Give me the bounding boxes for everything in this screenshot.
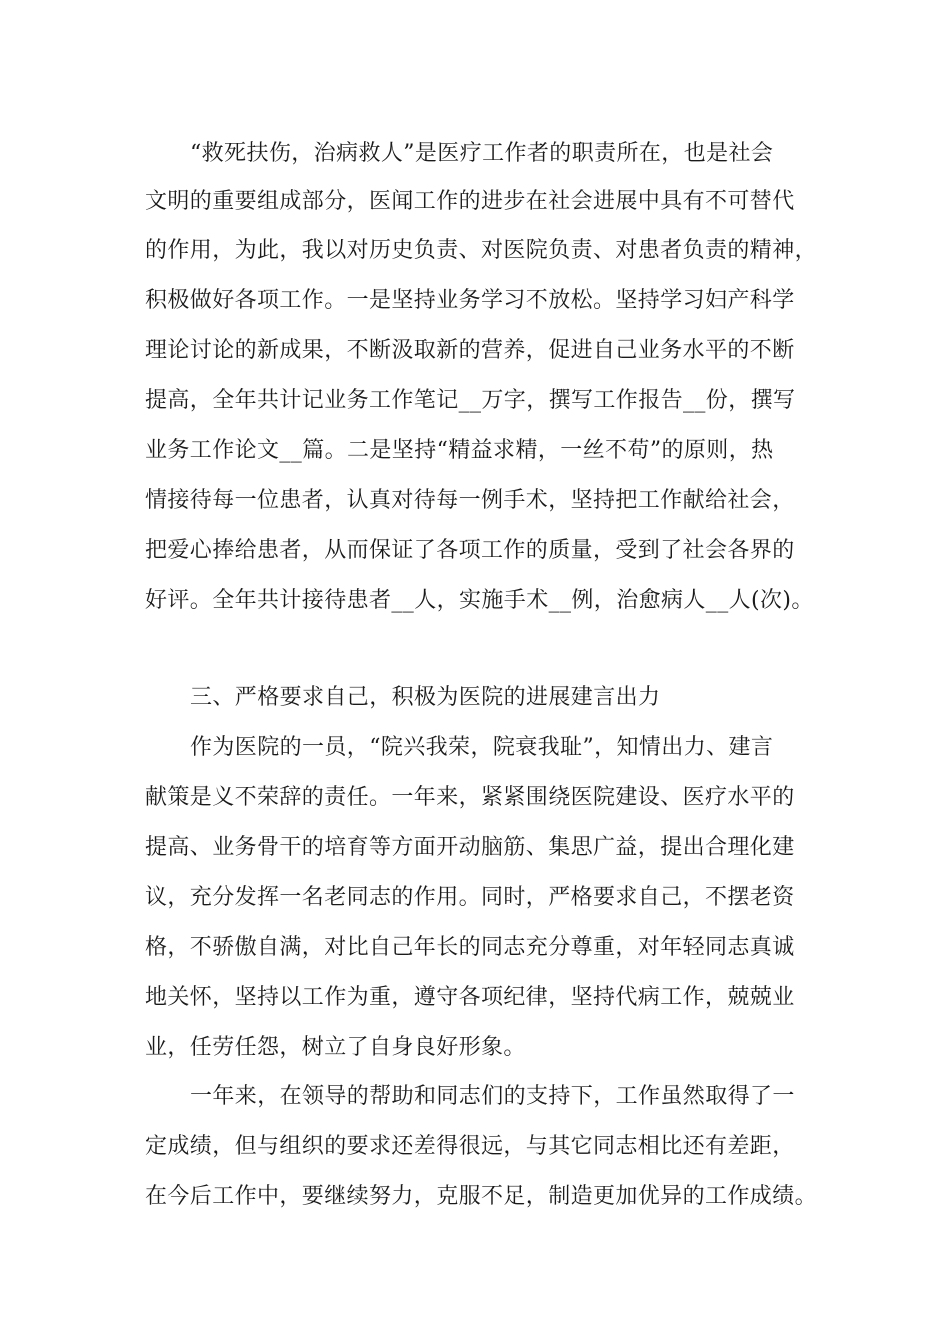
paragraph-1-line-9: 把爱心捧给患者，从而保证了各项工作的质量，受到了社会各界的	[145, 538, 795, 563]
paragraph-1-line-1: “救死扶伤，治病救人”是医疗工作者的职责所在，也是社会	[190, 141, 774, 166]
paragraph-1-line-7: 业务工作论文__篇。二是坚持“精益求精，一丝不苟”的原则，热	[145, 438, 774, 463]
paragraph-1-line-3: 的作用，为此，我以对历史负责、对医院负责、对患者负责的精神，	[145, 238, 818, 263]
paragraph-2-line-2: 献策是义不荣辞的责任。一年来，紧紧围绕医院建设、医疗水平的	[145, 785, 795, 810]
paragraph-1-line-10: 好评。全年共计接待患者__人，实施手术__例，治愈病人__人(次)。	[145, 588, 814, 613]
paragraph-1-line-6: 提高，全年共计记业务工作笔记__万字，撰写工作报告__份，撰写	[145, 388, 796, 413]
section-heading: 三、严格要求自己，积极为医院的进展建言出力	[190, 685, 661, 710]
paragraph-1-line-8: 情接待每一位患者，认真对待每一例手术，坚持把工作献给社会，	[145, 488, 795, 513]
paragraph-2-line-7: 业，任劳任怨，树立了自身良好形象。	[145, 1035, 526, 1060]
paragraph-2-line-5: 格，不骄傲自满，对比自己年长的同志充分尊重，对年轻同志真诚	[145, 935, 795, 960]
paragraph-2-line-3: 提高、业务骨干的培育等方面开动脑筋、集思广益，提出合理化建	[145, 835, 795, 860]
paragraph-2-line-1: 作为医院的一员，“院兴我荣，院衰我耻”，知情出力、建言	[190, 735, 774, 760]
paragraph-1-line-4: 积极做好各项工作。一是坚持业务学习不放松。坚持学习妇产科学	[145, 288, 795, 313]
paragraph-3-line-1: 一年来，在领导的帮助和同志们的支持下，工作虽然取得了一	[190, 1084, 795, 1109]
paragraph-3-line-2: 定成绩，但与组织的要求还差得很远，与其它同志相比还有差距，	[145, 1134, 795, 1159]
paragraph-1-line-5: 理论讨论的新成果，不断汲取新的营养，促进自己业务水平的不断	[145, 338, 795, 363]
paragraph-1-line-2: 文明的重要组成部分，医闻工作的进步在社会进展中具有不可替代	[145, 189, 795, 214]
paragraph-3-line-3: 在今后工作中，要继续努力，克服不足，制造更加优异的工作成绩。	[145, 1184, 818, 1209]
paragraph-2-line-4: 议，充分发挥一名老同志的作用。同时，严格要求自己，不摆老资	[145, 885, 795, 910]
paragraph-2-line-6: 地关怀，坚持以工作为重，遵守各项纪律，坚持代病工作，兢兢业	[145, 985, 795, 1010]
